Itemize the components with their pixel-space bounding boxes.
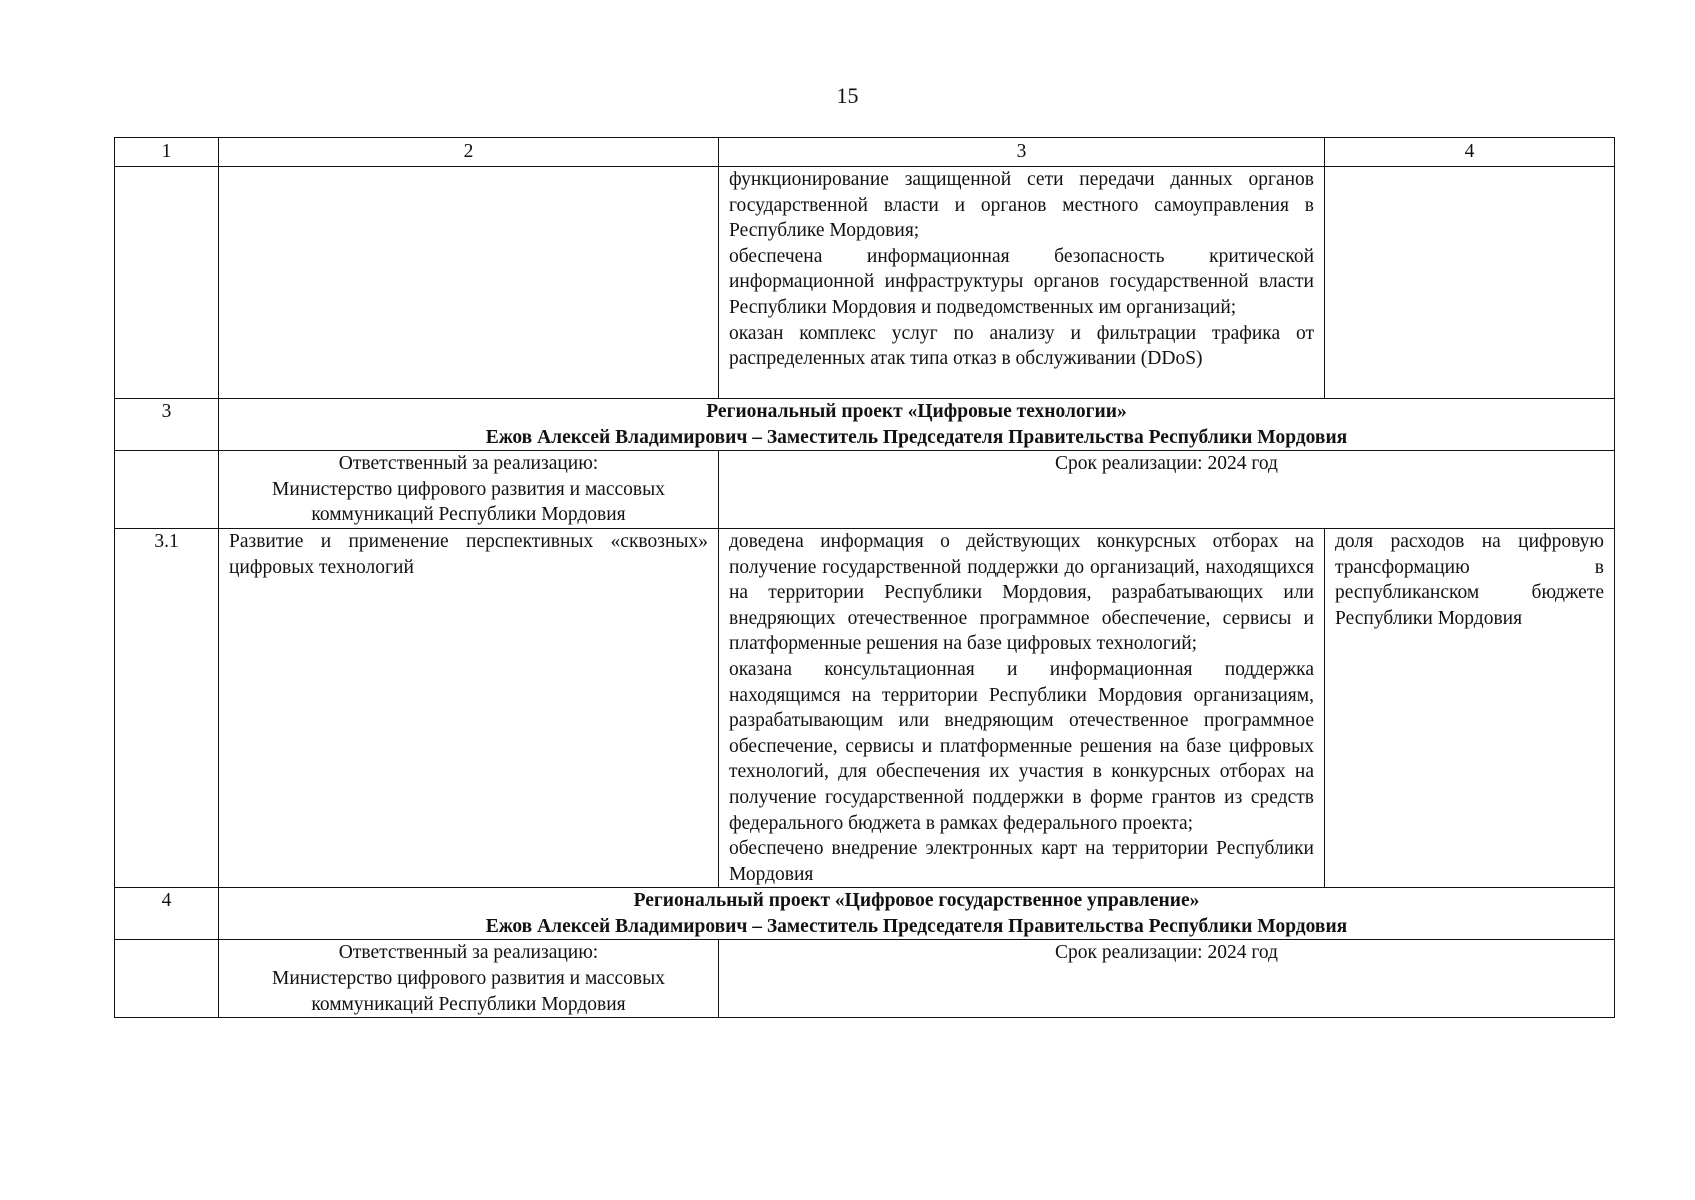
table-header-row [115,138,1615,167]
section-4-title-cell [219,888,1615,940]
section-3-responsible-row [115,451,1615,529]
section-4-curator: Ежов Алексей Владимирович – Заместитель Председателя Правительства Республики Мордовия [485,915,1348,937]
row-3-1-indicator: доля расходов на цифровую трансформацию в республиканском бюджете Республики Мордовия [1325,528,1615,887]
section-4-deadline: Срок реализации: 2024 год [719,940,1615,1018]
section-4-number: 4 [115,888,219,940]
section-4-empty-cell [115,940,219,1018]
row-3-1-task: Развитие и применение перспективных «сквозных» цифровых технологий [219,528,719,887]
header-col-3: 3 [719,138,1325,167]
table-row-3-1 [115,528,1615,887]
header-col-1: 1 [115,138,219,167]
continuation-results: функционирование защищенной сети передачи данных органов государственной власти и органов местного самоуправления в Республике Мордовия; обеспечена информационная безопасность критической информационной инфраструктуры органов государственной власти Республики Мордовия и подведомственных им организаций; оказан комплекс услуг по анализу и фильтрации трафика от распределенных атак типа отказ в обслуживании (DDoS) [719,167,1325,399]
section-4-title: Региональный проект «Цифровое государственное управление» [633,890,1200,912]
section-4-responsible: Ответственный за реализацию: Министерство цифрового развития и массовых коммуникаций Республики Мордовия [219,940,719,1018]
section-3-title-cell [219,399,1615,451]
section-4-responsible-row [115,940,1615,1018]
section-3-curator: Ежов Алексей Владимирович – Заместитель Председателя Правительства Республики Мордовия [485,426,1348,448]
section-3-header-row [115,399,1615,451]
header-col-2: 2 [219,138,719,167]
continuation-col-2 [219,167,719,399]
document-table [114,137,1615,1018]
section-3-number: 3 [115,399,219,451]
continuation-col-4 [1325,167,1615,399]
section-4-header-row [115,888,1615,940]
section-3-title: Региональный проект «Цифровые технологии» [706,401,1127,422]
page-number: 15 [836,83,859,108]
table-row-continuation [115,167,1615,399]
section-3-responsible: Ответственный за реализацию: Министерство цифрового развития и массовых коммуникаций Республики Мордовия [219,451,719,529]
row-3-1-results: доведена информация о действующих конкурсных отборах на получение государственной поддержки до организаций, находящихся на территории Республики Мордовия, разрабатывающих или внедряющих отечественное программное обеспечение, сервисы и платформенные решения на базе цифровых технологий; оказана консультационная и информационная поддержка находящимся на территории Республики Мордовия организациям, разрабатывающим или внедряющим отечественное программное обеспечение, сервисы и платформенные решения на базе цифровых технологий, для обеспечения их участия в конкурсных отборах на получение государственной поддержки в форме грантов из средств федерального бюджета в рамках федерального проекта; обеспечено внедрение электронных карт на территории Республики Мордовия [719,528,1325,887]
section-3-empty-cell [115,451,219,529]
section-3-deadline: Срок реализации: 2024 год [719,451,1615,529]
continuation-col-1 [115,167,219,399]
header-col-4: 4 [1325,138,1615,167]
row-3-1-number: 3.1 [115,528,219,887]
